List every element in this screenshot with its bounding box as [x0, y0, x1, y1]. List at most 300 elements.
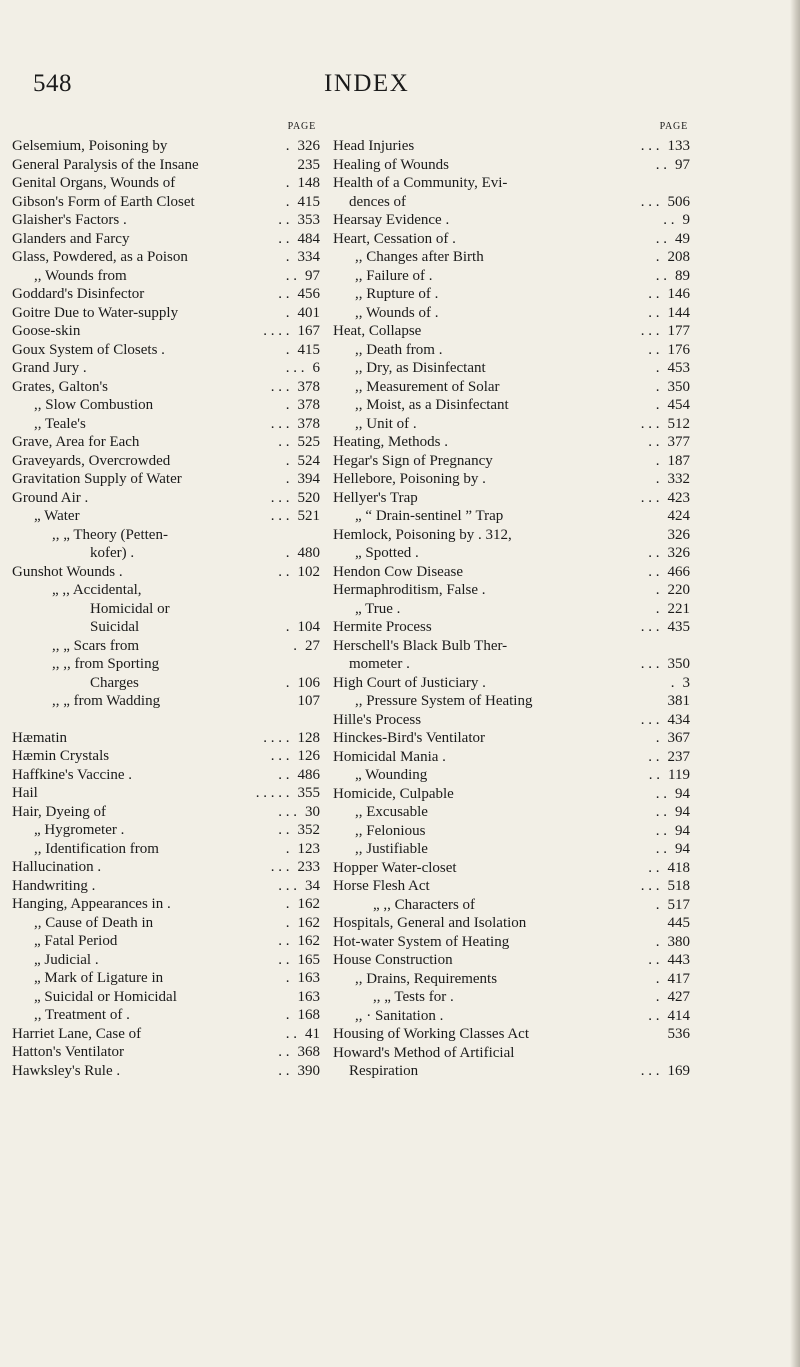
index-entry-page [656, 988, 690, 1007]
index-entry-term: Hospitals, General and Isolation [333, 915, 527, 931]
index-entry-term: Harriet Lane, Case of [12, 1025, 142, 1042]
page-reference: 97 [675, 156, 690, 173]
page-reference: 334 [297, 249, 320, 265]
leader-dots: . . . [640, 1063, 660, 1079]
leader-dots: . . [278, 822, 290, 838]
index-entry-page [286, 914, 320, 933]
index-entry [333, 877, 690, 896]
index-entry [333, 544, 690, 563]
leader-dots: . . [655, 841, 667, 857]
index-entry-term: ,, Cause of Death in [34, 914, 154, 931]
page-reference: 41 [305, 1025, 320, 1042]
leader-dots: . . [655, 804, 667, 820]
index-entry [333, 840, 690, 859]
index-entry-term: ,, Drains, Requirements [355, 970, 498, 987]
index-entry-page [286, 1006, 320, 1025]
index-entry [333, 785, 690, 804]
index-entry-term: ,, Excusable [355, 804, 428, 820]
index-entry-term: ,, Pressure System of Heating [355, 693, 533, 709]
leader-dots: . . [648, 767, 661, 783]
index-entry-page [290, 692, 321, 711]
leader-dots: . . . . [263, 323, 290, 339]
page-reference: 9 [682, 212, 690, 228]
index-entry-term: Grates, Galton's [12, 378, 109, 395]
index-entry-term: „ Wounding [355, 767, 428, 783]
leader-dots: . . . [270, 508, 290, 524]
leader-dots: . . [648, 545, 660, 561]
index-entry [12, 766, 320, 785]
index-entry-continuation: Respiration [349, 1063, 419, 1079]
page-reference: 144 [667, 304, 690, 321]
leader-dots: . . [648, 341, 660, 358]
leader-dots: . [655, 600, 660, 617]
index-entry-page [286, 1025, 320, 1044]
leader-dots: . [655, 730, 660, 746]
index-entry-page [656, 822, 690, 841]
index-entry-term: ,, Wounds of . [355, 304, 439, 321]
page-reference: 146 [667, 286, 690, 302]
page-reference: 415 [297, 193, 320, 210]
index-entry-page [660, 1025, 691, 1044]
page-reference: 525 [297, 434, 320, 450]
leader-dots: . [285, 914, 290, 931]
page-reference: 506 [667, 193, 690, 210]
index-entry-page [656, 581, 690, 600]
index-entry-page [656, 396, 690, 415]
page-reference: 326 [297, 138, 320, 154]
page-reference: 233 [297, 859, 320, 875]
index-entry-page [656, 933, 690, 952]
index-entry [333, 174, 690, 211]
index-entry-page [271, 378, 320, 397]
leader-dots: . . [655, 785, 667, 802]
index-entry [12, 285, 320, 304]
index-entry-page [656, 378, 690, 397]
index-entry-term: ,, Rupture of . [355, 286, 439, 302]
index-entry-page [648, 433, 690, 452]
index-entry [12, 248, 320, 267]
index-entry [12, 1025, 320, 1044]
leader-dots: . [285, 452, 290, 469]
page-reference: 94 [675, 785, 690, 802]
index-entry [12, 895, 320, 914]
leader-dots: . [285, 471, 290, 487]
page-reference: 350 [667, 656, 690, 672]
index-entry [333, 359, 690, 378]
index-entry-term: Handwriting . [12, 877, 96, 894]
index-entry-term: General Paralysis of the Insane [12, 156, 199, 173]
index-entry [12, 489, 320, 508]
index-entry-page [286, 969, 320, 988]
index-entry-term: Hinckes-Bird's Ventilator [333, 730, 485, 746]
leader-dots: . [655, 360, 660, 376]
leader-dots: . . . [270, 748, 290, 764]
leader-dots: . [285, 175, 290, 191]
leader-dots: . [655, 471, 660, 487]
leader-dots: . . . [640, 415, 660, 432]
page-reference: 454 [667, 397, 690, 413]
page-reference: 380 [667, 933, 690, 950]
index-entry-term: Herschell's Black Bulb Ther- [333, 637, 508, 654]
index-entry-page [278, 932, 320, 951]
page-reference: 220 [667, 582, 690, 598]
index-entry-term: ,, Changes after Birth [355, 249, 484, 265]
leader-dots: . [285, 304, 290, 321]
index-entry [333, 1007, 690, 1026]
index-entry-term: Homicide, Culpable [333, 785, 454, 802]
index-entry-page [656, 452, 690, 471]
index-entry-term: ,, Identification from [34, 840, 159, 857]
leader-dots: . . [285, 267, 297, 284]
leader-dots: . . [278, 766, 290, 783]
index-entry-page [656, 156, 690, 175]
index-entry-term: ,, Dry, as Disinfectant [355, 360, 486, 376]
page-reference: 401 [297, 304, 320, 321]
page-reference: 94 [675, 841, 690, 857]
index-entry [12, 359, 320, 378]
page-reference: 352 [297, 822, 320, 838]
page-reference: 350 [667, 378, 690, 395]
index-entry [333, 822, 690, 841]
index-entry [333, 211, 690, 230]
index-entry-page [648, 563, 690, 582]
index-entry-term: „ True . [355, 600, 401, 617]
leader-dots: . . . [285, 360, 305, 376]
index-entry [333, 470, 690, 489]
index-entry-term: Heating, Methods . [333, 434, 448, 450]
index-entry [333, 1044, 690, 1081]
index-entry [12, 803, 320, 822]
index-entry [333, 267, 690, 286]
index-entry-page [660, 914, 691, 933]
index-entry-term: „ “ Drain-sentinel ” Trap [355, 508, 504, 524]
index-entry-term: Hellebore, Poisoning by . [333, 471, 486, 487]
index-entry [333, 230, 690, 249]
index-entry [333, 933, 690, 952]
leader-dots: . [655, 452, 660, 469]
leader-dots: . [655, 582, 660, 598]
index-entry-term: Gravitation Supply of Water [12, 471, 182, 487]
index-entry-term: Hallucination . [12, 859, 102, 875]
index-entry-page [263, 322, 320, 341]
index-entry-continuation: Suicidal [90, 619, 140, 635]
page-reference: 368 [297, 1044, 320, 1060]
index-entry-term: Hearsay Evidence . [333, 212, 450, 228]
index-entry-page [286, 895, 320, 914]
index-entry-page [656, 470, 690, 489]
index-entry [12, 433, 320, 452]
leader-dots: . . [648, 563, 660, 580]
leader-dots: . . [663, 212, 675, 228]
index-entry-term: Ground Air . [12, 489, 89, 506]
index-entry [12, 211, 320, 230]
index-entry-page [278, 877, 320, 896]
index-entry [12, 341, 320, 360]
page-reference: 162 [297, 914, 320, 931]
leader-dots: . [670, 674, 675, 691]
index-entry [333, 692, 690, 711]
index-entry [12, 137, 320, 156]
leader-dots: . [285, 1007, 290, 1023]
leader-dots: . . [278, 951, 290, 968]
index-entry-continuation: Homicidal or [90, 600, 170, 617]
index-entry [333, 526, 690, 545]
leader-dots: . [655, 933, 660, 950]
index-entry-page [256, 784, 320, 803]
leader-dots: . [285, 138, 290, 154]
index-entry [12, 526, 320, 563]
leader-dots: . . . [270, 859, 290, 875]
index-entry [12, 858, 320, 877]
index-entry-page [656, 359, 690, 378]
index-entry-page [648, 859, 690, 878]
index-entry-term: ,, ,, from Sporting [52, 656, 160, 672]
index-entry-term: Heat, Collapse [333, 323, 422, 339]
index-entry-page [641, 655, 690, 674]
page-reference: 97 [305, 267, 320, 284]
page-reference: 167 [297, 323, 320, 339]
index-entry [12, 969, 320, 988]
leader-dots: . [285, 896, 290, 912]
page-reference: 518 [667, 878, 690, 894]
index-entry-term: Glanders and Farcy [12, 230, 130, 247]
index-entry-term: „ Judicial . [34, 951, 99, 968]
page-reference: 445 [667, 915, 690, 931]
index-entry [333, 433, 690, 452]
leader-dots: . [285, 674, 290, 691]
page-reference: 415 [297, 341, 320, 358]
index-entry-term: ,, Failure of . [355, 267, 433, 284]
leader-dots: . [655, 378, 660, 395]
index-entry [333, 322, 690, 341]
index-entry-term: Goitre Due to Water-supply [12, 304, 179, 321]
index-entry-term: Hemlock, Poisoning by . 312, [333, 526, 512, 543]
page-reference: 480 [297, 545, 320, 561]
index-entry-term: Haffkine's Vaccine . [12, 766, 133, 783]
index-entry [333, 729, 690, 748]
index-entry-page [278, 1062, 320, 1081]
index-entry-page [648, 748, 690, 767]
leader-dots: . . [648, 952, 660, 968]
index-column-left [12, 120, 320, 1080]
page-reference: 517 [667, 896, 690, 913]
index-entry-page [286, 193, 320, 212]
page-reference: 163 [297, 970, 320, 986]
index-entry-page [641, 322, 690, 341]
page-reference: 417 [667, 970, 690, 987]
index-entry-page [290, 156, 321, 175]
leader-dots: . . . . [263, 729, 290, 746]
leader-dots: . [285, 193, 290, 210]
index-entry [12, 193, 320, 212]
index-entry [12, 1006, 320, 1025]
page-reference: 119 [668, 767, 690, 783]
leader-dots: . . [648, 748, 660, 765]
index-entry [12, 156, 320, 175]
index-entry-page [278, 211, 320, 230]
index-entry-page [648, 951, 690, 970]
index-entry-term: „ ,, Accidental, [52, 582, 142, 598]
page-reference: 89 [675, 267, 690, 284]
index-entry-term: Housing of Working Classes Act [333, 1026, 530, 1042]
index-entry [333, 914, 690, 933]
index-entry-page [278, 230, 320, 249]
page-reference: 378 [297, 397, 320, 413]
leader-dots: . . . [270, 378, 290, 395]
index-entry [333, 452, 690, 471]
page-reference: 390 [297, 1062, 320, 1079]
page-reference: 435 [667, 619, 690, 635]
page-reference: 394 [297, 471, 320, 487]
index-entry-page [648, 285, 690, 304]
index-entry-page [656, 230, 690, 249]
index-entry-page [656, 840, 690, 859]
index-entry-page [286, 174, 320, 193]
index-entry [333, 674, 690, 693]
page-reference: 3 [682, 674, 690, 691]
index-entry-page [656, 803, 690, 822]
index-entry [12, 914, 320, 933]
index-entry-term: Gunshot Wounds . [12, 563, 123, 580]
page-reference: 512 [667, 415, 690, 432]
index-entry-term: ,, Slow Combustion [34, 397, 154, 413]
index-entry-term: Horse Flesh Act [333, 878, 430, 894]
index-entry [333, 563, 690, 582]
leader-dots: . . . [270, 415, 290, 432]
page-reference: 423 [667, 489, 690, 506]
leader-dots: . . [278, 933, 290, 949]
index-entry-page [286, 304, 320, 323]
index-entry [12, 729, 320, 748]
page-reference: 162 [297, 933, 320, 949]
index-entry-page [663, 211, 690, 230]
index-entry-page [286, 840, 320, 859]
index-column-right [333, 120, 690, 1081]
page-number: 548 [33, 70, 72, 97]
index-entry-continuation: kofer) . [90, 545, 135, 561]
index-entry-page [656, 785, 690, 804]
index-entry [12, 230, 320, 249]
index-entry-term: Hawksley's Rule . [12, 1062, 121, 1079]
page-reference: 133 [667, 138, 690, 154]
leader-dots: . [655, 397, 660, 413]
index-entry-term: Hermite Process [333, 619, 432, 635]
leader-dots: . . . [640, 878, 660, 894]
index-entry [12, 637, 320, 656]
index-entry-term: Hæmin Crystals [12, 748, 110, 764]
page-reference: 106 [297, 674, 320, 691]
index-entry-page [660, 507, 691, 526]
index-entry-term: Goddard's Disinfector [12, 286, 145, 302]
index-entry [12, 378, 320, 397]
index-entry-term: ,, Teale's [34, 415, 86, 432]
leader-dots: . . [278, 230, 290, 247]
page-reference: 353 [297, 212, 320, 228]
leader-dots: . . [648, 859, 660, 876]
index-entry-page [656, 600, 690, 619]
page-reference: 168 [297, 1007, 320, 1023]
index-entry-page [656, 267, 690, 286]
page-reference: 443 [667, 952, 690, 968]
index-entry-term: ,, Wounds from [34, 267, 127, 284]
index-entry-term: „ Hygrometer . [34, 822, 125, 838]
index-entry-page [660, 526, 691, 545]
page-reference: 94 [675, 804, 690, 820]
page-reference: 162 [297, 896, 320, 912]
index-entry [12, 877, 320, 896]
index-entry [333, 137, 690, 156]
leader-dots: . [285, 249, 290, 265]
index-entry-term: „ Spotted . [355, 545, 419, 561]
index-entry-page [271, 415, 320, 434]
page-reference: 536 [667, 1026, 690, 1042]
index-entry-term: Glass, Powdered, as a Poison [12, 249, 188, 265]
index-entry-term: Howard's Method of Artificial [333, 1044, 515, 1061]
page-reference: 418 [667, 859, 690, 876]
leader-dots: . . [655, 267, 667, 284]
index-entry-page [278, 563, 320, 582]
page-reference: 104 [297, 619, 320, 635]
index-entry-page [271, 489, 320, 508]
index-entry [333, 156, 690, 175]
page-reference: 378 [297, 415, 320, 432]
index-entry-page [648, 1007, 690, 1026]
index-entry [12, 784, 320, 803]
leader-dots: . . . . . [255, 785, 290, 801]
page-reference: 148 [297, 175, 320, 191]
page-reference: 381 [667, 693, 690, 709]
leader-dots: . . . [640, 489, 660, 506]
index-entry-page [286, 544, 320, 563]
page-reference: 235 [297, 156, 320, 173]
index-entry-continuation: mometer . [349, 656, 410, 672]
index-entry-term: Goux System of Closets . [12, 341, 165, 358]
index-entry [333, 896, 690, 915]
page-column-label: PAGE [659, 121, 688, 132]
index-entry-term: Hille's Process [333, 711, 422, 728]
leader-dots: . [655, 249, 660, 265]
index-entry-page [671, 674, 690, 693]
index-entry-page [656, 970, 690, 989]
page-reference: 427 [667, 989, 690, 1005]
index-entry [333, 581, 690, 600]
index-entry-page [656, 896, 690, 915]
leader-dots: . . [278, 434, 290, 450]
leader-dots: . . [648, 304, 660, 321]
index-entry-term: Head Injuries [333, 138, 415, 154]
leader-dots: . [655, 896, 660, 913]
index-entry-term: Hermaphroditism, False . [333, 582, 486, 598]
index-entry-term: Hellyer's Trap [333, 489, 418, 506]
index-entry [12, 988, 320, 1007]
index-entry-page [286, 452, 320, 471]
leader-dots: . [285, 840, 290, 857]
page-reference: 378 [297, 378, 320, 395]
index-entry-page [286, 137, 320, 156]
index-entry-term: ,, Unit of . [355, 415, 417, 432]
index-entry [333, 859, 690, 878]
index-entry-page [656, 729, 690, 748]
index-entry-page [641, 711, 690, 730]
leader-dots: . [285, 970, 290, 986]
index-entry-term: ,, Felonious [355, 822, 426, 839]
index-entry [12, 452, 320, 471]
index-entry [12, 267, 320, 286]
leader-dots: . [655, 989, 660, 1005]
page-reference: 221 [667, 600, 690, 617]
index-entry-page [286, 248, 320, 267]
running-head-title: INDEX [324, 70, 410, 97]
